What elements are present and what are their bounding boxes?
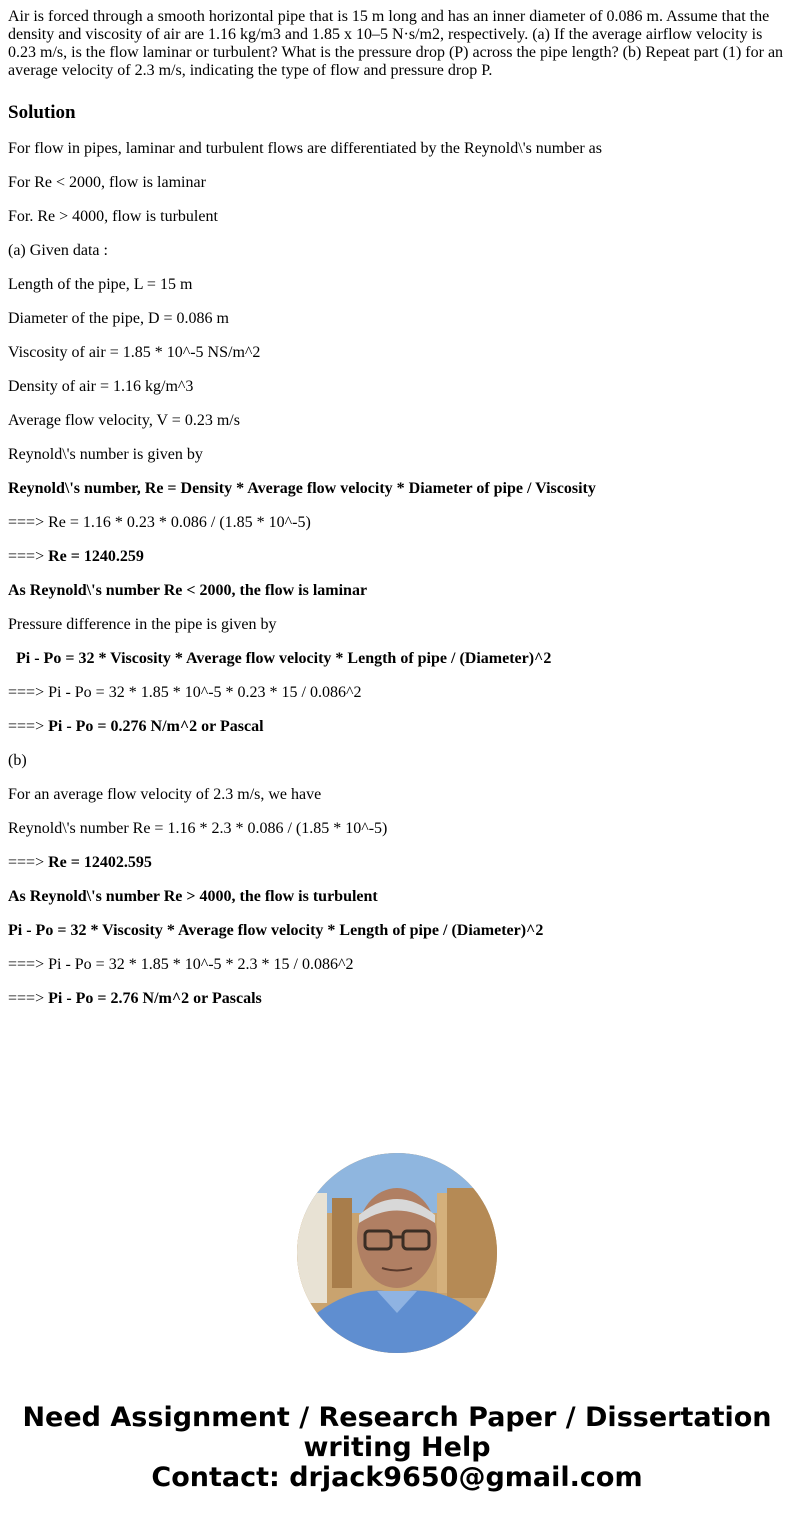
line-bold-text: Reynold\'s number, Re = Density * Average flow velocity * Diameter of pipe / Viscosity	[8, 480, 596, 497]
arrow-prefix: ===>	[8, 548, 49, 565]
arrow-prefix: ===>	[8, 854, 49, 871]
solution-heading: Solution	[8, 102, 76, 123]
line-bold-text: As Reynold\'s number Re > 4000, the flow is turbulent	[8, 888, 378, 905]
solution-line	[8, 480, 786, 498]
solution-line	[8, 208, 786, 226]
solution-line	[8, 378, 786, 396]
line-text: ===> Re = 1.16 * 0.23 * 0.086 / (1.85 * 10^-5)	[8, 514, 311, 531]
solution-line	[8, 956, 786, 974]
line-text: Pressure difference in the pipe is given by	[8, 616, 277, 633]
line-bold-text: Re = 12402.595	[48, 854, 152, 871]
author-avatar	[297, 1153, 497, 1353]
line-bold-text: Pi - Po = 0.276 N/m^2 or Pascal	[48, 718, 264, 735]
line-text: For an average flow velocity of 2.3 m/s, we have	[8, 786, 322, 803]
footer-line-1: Need Assignment / Research Paper / Dissertation	[22, 1402, 772, 1433]
solution-body	[8, 140, 786, 1008]
solution-line	[8, 684, 786, 702]
arrow-prefix: ===>	[8, 990, 49, 1007]
line-text: (b)	[8, 752, 27, 769]
solution-line	[8, 412, 786, 430]
line-text: For flow in pipes, laminar and turbulent flows are differentiated by the Reynold\'s number as	[8, 140, 602, 157]
line-text: (a) Given data :	[8, 242, 108, 259]
line-text: For Re < 2000, flow is laminar	[8, 174, 206, 191]
solution-line	[8, 174, 786, 192]
line-text: For. Re > 4000, flow is turbulent	[8, 208, 218, 225]
solution-line	[8, 786, 786, 804]
solution-line	[8, 582, 786, 600]
line-text: Diameter of the pipe, D = 0.086 m	[8, 310, 229, 327]
line-text: Viscosity of air = 1.85 * 10^-5 NS/m^2	[8, 344, 261, 361]
line-bold-text: As Reynold\'s number Re < 2000, the flow is laminar	[8, 582, 368, 599]
line-text: Reynold\'s number is given by	[8, 446, 203, 463]
line-bold-text: Re = 1240.259	[48, 548, 144, 565]
line-bold-text: Pi - Po = 32 * Viscosity * Average flow velocity * Length of pipe / (Diameter)^2	[16, 650, 552, 667]
solution-line	[8, 820, 786, 838]
solution-line	[8, 344, 786, 362]
solution-line	[8, 752, 786, 770]
solution-line	[8, 922, 786, 940]
solution-line	[8, 990, 786, 1008]
solution-line	[8, 310, 786, 328]
solution-line	[8, 242, 786, 260]
footer-banner	[0, 1403, 794, 1493]
solution-line	[8, 650, 786, 668]
line-text: Reynold\'s number Re = 1.16 * 2.3 * 0.086 / (1.85 * 10^-5)	[8, 820, 388, 837]
arrow-prefix: ===>	[8, 718, 49, 735]
author-portrait-image	[297, 1153, 497, 1353]
line-text: ===> Pi - Po = 32 * 1.85 * 10^-5 * 2.3 * 15 / 0.086^2	[8, 956, 354, 973]
line-text: Average flow velocity, V = 0.23 m/s	[8, 412, 240, 429]
solution-line	[8, 616, 786, 634]
footer-contact-line: Contact: drjack9650@gmail.com	[151, 1462, 643, 1493]
solution-line	[8, 446, 786, 464]
solution-line	[8, 514, 786, 532]
solution-line	[8, 718, 786, 736]
solution-line	[8, 854, 786, 872]
solution-line	[8, 140, 786, 158]
line-text: Length of the pipe, L = 15 m	[8, 276, 193, 293]
solution-line	[8, 548, 786, 566]
footer-line-2: writing Help	[303, 1432, 491, 1463]
line-text: ===> Pi - Po = 32 * 1.85 * 10^-5 * 0.23 * 15 / 0.086^2	[8, 684, 362, 701]
line-bold-text: Pi - Po = 2.76 N/m^2 or Pascals	[48, 990, 262, 1007]
question-text: Air is forced through a smooth horizontal pipe that is 15 m long and has an inner diameter of 0.086 m. Assume that the density and viscosity of air are 1.16 kg/m3 and 1.85 x 10–5 N·s/m2, respectively. (a) If the average airflow velocity is 0.23 m/s, is the flow laminar or turbulent? What is the pressure drop (P) across the pipe length? (b) Repeat part (1) for an average velocity of 2.3 m/s, indicating the type of flow and pressure drop P.	[8, 8, 784, 79]
solution-line	[8, 888, 786, 906]
solution-line	[8, 276, 786, 294]
line-text: Density of air = 1.16 kg/m^3	[8, 378, 194, 395]
line-bold-text: Pi - Po = 32 * Viscosity * Average flow velocity * Length of pipe / (Diameter)^2	[8, 922, 544, 939]
